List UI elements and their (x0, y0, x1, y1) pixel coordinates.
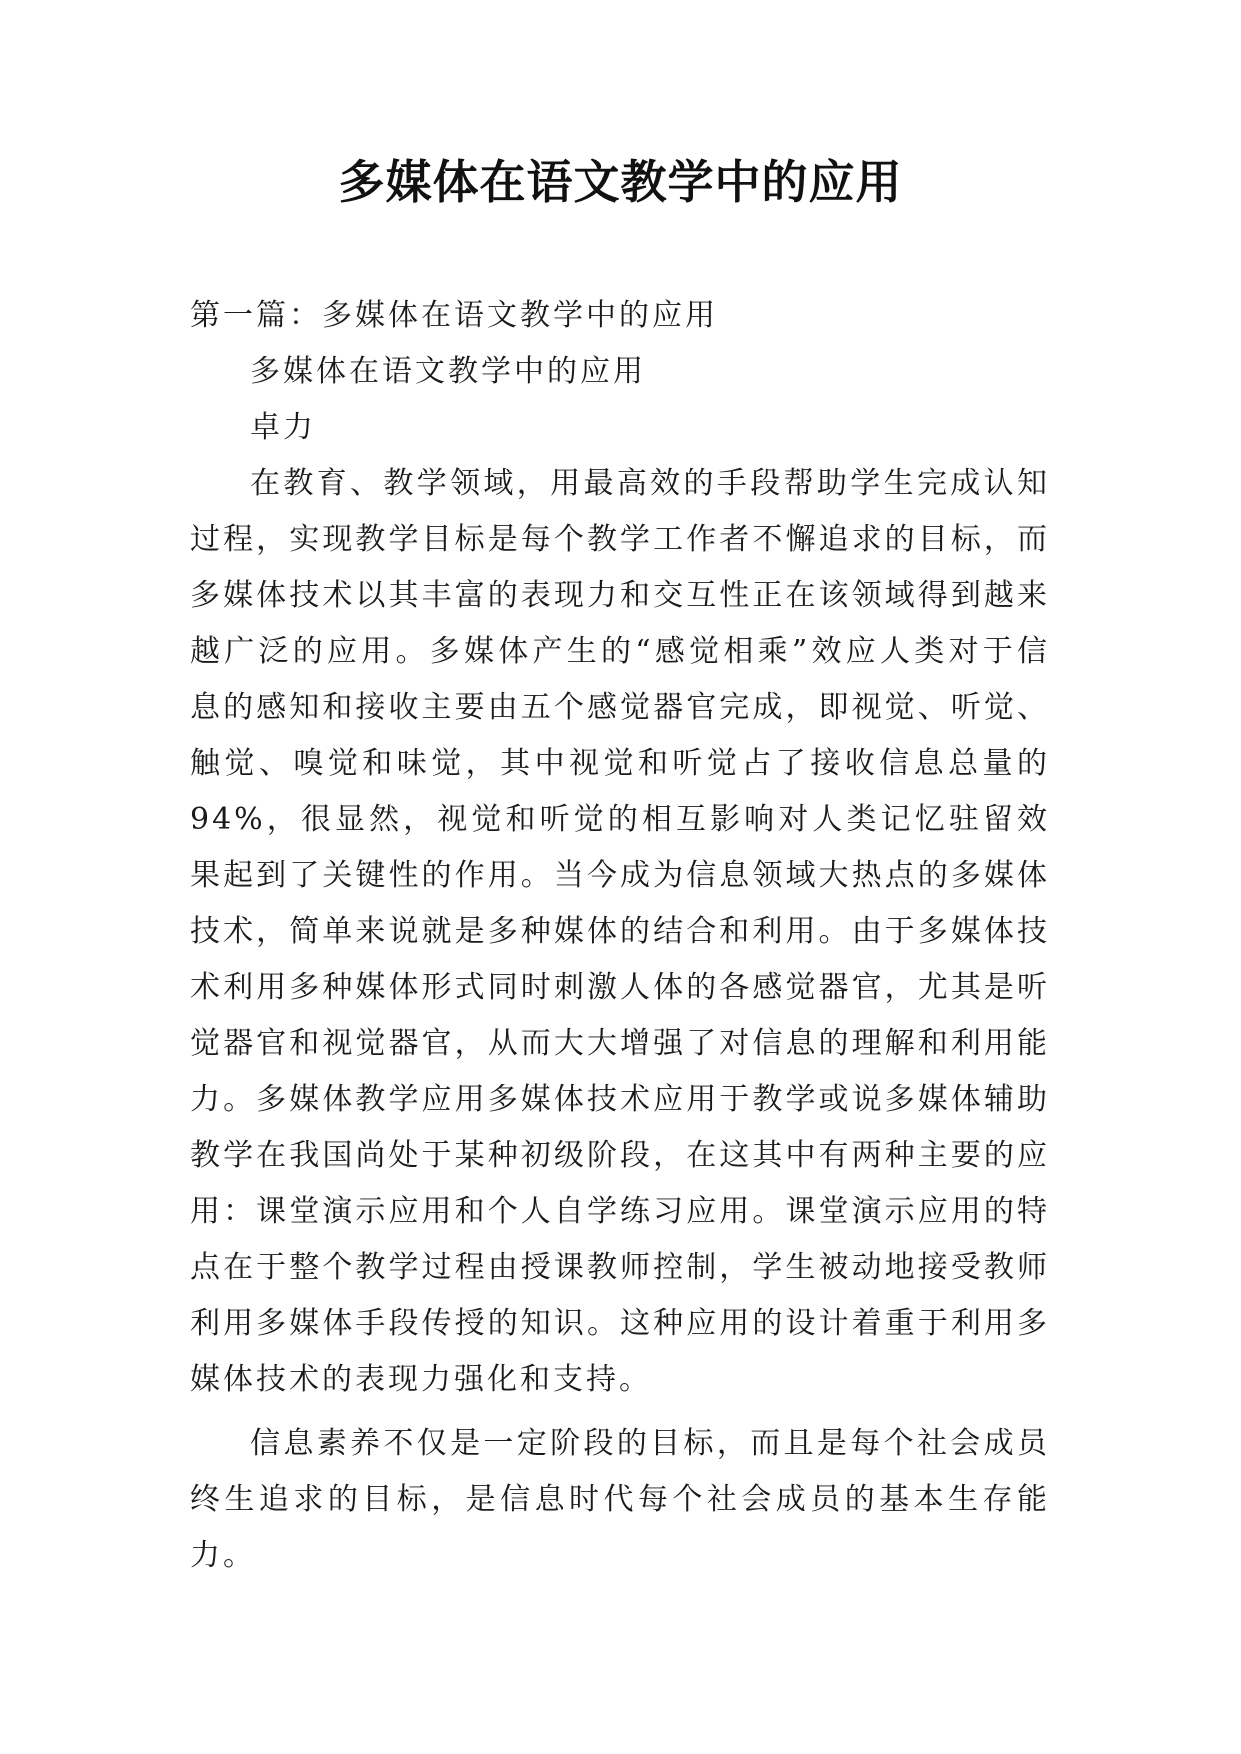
document-title: 多媒体在语文教学中的应用 (338, 155, 903, 209)
article-title: 多媒体在语文教学中的应用 (250, 354, 646, 389)
document-body (190, 288, 1050, 1584)
body-paragraph: 在教育、教学领域，用最高效的手段帮助学生完成认知过程，实现教学目标是每个教学工作者不懈追求的目标，而多媒体技术以其丰富的表现力和交互性正在该领域得到越来越广泛的应用。多媒体产生的“感觉相乘”效应人类对于信息的感知和接收主要由五个感觉器官完成，即视觉、听觉、触觉、嗅觉和味觉，其中视觉和听觉占了接收信息总量的94%，很显然，视觉和听觉的相互影响对人类记忆驻留效果起到了关键性的作用。当今成为信息领域大热点的多媒体技术，简单来说就是多种媒体的结合和利用。由于多媒体技术利用多种媒体形式同时刺激人体的各感觉器官，尤其是听觉器官和视觉器官，从而大大增强了对信息的理解和利用能力。多媒体教学应用多媒体技术应用于教学或说多媒体辅助教学在我国尚处于某种初级阶段，在这其中有两种主要的应用：课堂演示应用和个人自学练习应用。课堂演示应用的特点在于整个教学过程由授课教师控制，学生被动地接受教师利用多媒体手段传授的知识。这种应用的设计着重于利用多媒体技术的表现力强化和支持。 (190, 466, 1050, 1397)
body-paragraph: 信息素养不仅是一定阶段的目标，而且是每个社会成员终生追求的目标，是信息时代每个社会成员的基本生存能力。 (190, 1426, 1050, 1573)
section-heading: 第一篇：多媒体在语文教学中的应用 (190, 298, 718, 333)
author-name: 卓力 (250, 410, 316, 445)
